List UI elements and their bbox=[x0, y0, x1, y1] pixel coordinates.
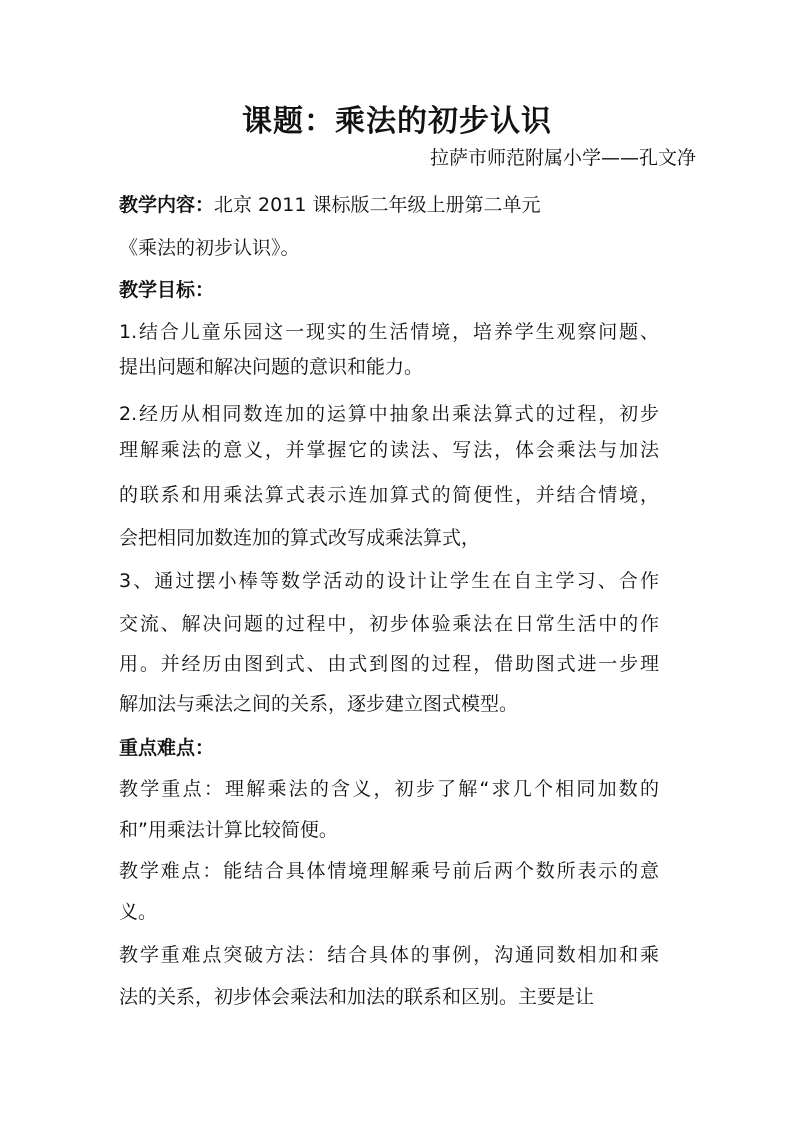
difficulty-line-2: 义。 bbox=[119, 901, 158, 923]
goals-heading: 教学目标： bbox=[119, 279, 215, 301]
method-line-2: 法的关系，初步体会乘法和加法的联系和区别。主要是让 bbox=[119, 986, 595, 1008]
page-title: 课题：乘法的初步认识 bbox=[242, 104, 552, 139]
goal-3-line-2: 交流、解决问题的过程中，初步体验乘法在日常生活中的作 bbox=[119, 613, 659, 635]
goal-2-line-4: 会把相同加数连加的算式改写成乘法算式， bbox=[119, 527, 481, 549]
goal-3-line-4: 解加法与乘法之间的关系，逐步建立图式模型。 bbox=[119, 693, 519, 715]
goal-2-line-3: 的联系和用乘法算式表示连加算式的简便性，并结合情境， bbox=[119, 484, 659, 506]
content-label: 教学内容： bbox=[119, 194, 215, 216]
content-line-2: 《乘法的初步认识》。 bbox=[119, 237, 300, 259]
method-line-1: 教学重难点突破方法：结合具体的事例，沟通同数相加和乘 bbox=[119, 944, 659, 966]
content-line bbox=[119, 190, 540, 217]
content-text: 北京 2011 课标版二年级上册第二单元 bbox=[214, 194, 541, 216]
goal-2-line-1: 2.经历从相同数连加的运算中抽象出乘法算式的过程，初步 bbox=[119, 403, 659, 425]
goal-1-line-2: 提出问题和解决问题的意识和能力。 bbox=[119, 356, 424, 378]
difficulty-line-1: 教学难点：能结合具体情境理解乘号前后两个数所表示的意 bbox=[119, 860, 659, 882]
goal-3-line-1: 3、通过摆小棒等数学活动的设计让学生在自主学习、合作 bbox=[119, 570, 659, 592]
goal-1-line-1: 1.结合儿童乐园这一现实的生活情境，培养学生观察问题、 bbox=[119, 321, 659, 343]
key-points-heading: 重点难点： bbox=[119, 737, 215, 759]
goal-2-line-2: 理解乘法的意义，并掌握它的读法、写法，体会乘法与加法 bbox=[119, 439, 659, 461]
key-point-line-2: 和”用乘法计算比较简便。 bbox=[119, 819, 338, 841]
author-line: 拉萨市师范附属小学——孔文净 bbox=[429, 147, 696, 169]
goal-3-line-3: 用。并经历由图到式、由式到图的过程，借助图式进一步理 bbox=[119, 653, 659, 675]
key-point-line-1: 教学重点：理解乘法的含义，初步了解“求几个相同加数的 bbox=[119, 778, 659, 800]
